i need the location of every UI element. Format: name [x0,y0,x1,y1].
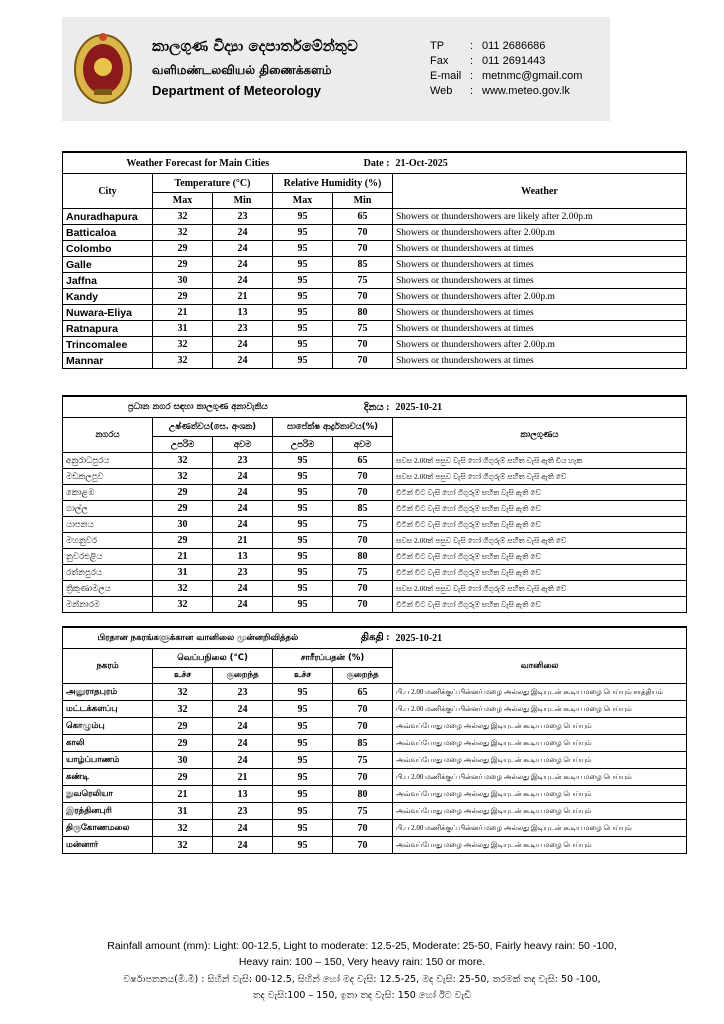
weather-description: Showers or thundershowers at times [393,305,687,321]
rainfall-legend-line: Rainfall amount (mm): Light: 00-12.5, Light to moderate: 12.5-25, Moderate: 25-50, Fairly heavy rain: 50 -100, [107,940,617,952]
temp-min: 24 [213,837,273,854]
table-row [63,353,687,369]
city-name: கொழும்பு [63,718,153,735]
table-row [63,321,687,337]
city-name: අනුරාධපුරය [63,453,153,469]
table-row [63,803,687,820]
humidity-min: 80 [333,549,393,565]
rainfall-legend-line: වර්ෂාපතනය(මි.මී) : සිහින් වැසි: 00-12.5, සිහින් හෝ මද වැසි: 12.5-25, මද වැසි: 25-50, තරමක් තද වැසි: 50 -100, [123,974,601,985]
city-name: Anuradhapura [63,209,153,225]
humidity-min: 75 [333,803,393,820]
temp-max: 21 [153,786,213,803]
forecast-table-tamil [62,626,687,854]
temp-min: 24 [213,353,273,369]
weather-description: Showers or thundershowers at times [393,257,687,273]
contact-label: E-mail [430,70,462,82]
humidity-min: 70 [333,820,393,837]
table-row [63,241,687,257]
website-value[interactable]: www.meteo.gov.lk [482,85,570,97]
contact-label: Web [430,85,453,97]
table-row [63,225,687,241]
temp-max: 30 [153,273,213,289]
humidity-max: 95 [273,752,333,769]
city-column-header: நகரம் [63,649,153,684]
humidity-column-header: Relative Humidity (%) [273,174,393,193]
weather-description: Showers or thundershowers after 2.00p.m [393,337,687,353]
weather-description: සවස 2.00න් පසුව වැසි හෝ ගිගුරුම් සහිත වැසි ඇති වේ [393,533,687,549]
humidity-min: 65 [333,209,393,225]
temp-min: 23 [213,321,273,337]
humidity-max: 95 [273,597,333,613]
city-name: Colombo [63,241,153,257]
temp-max-header: Max [153,193,213,209]
temp-min-header: குறைந்த [213,668,273,684]
letterhead [62,17,610,121]
temp-min: 24 [213,241,273,257]
temp-max: 32 [153,209,213,225]
table-row [63,769,687,786]
temp-min: 24 [213,469,273,485]
humidity-max: 95 [273,257,333,273]
temp-max: 32 [153,597,213,613]
temp-min: 13 [213,549,273,565]
city-name: කොළඹ [63,485,153,501]
temp-max: 32 [153,581,213,597]
humidity-max: 95 [273,485,333,501]
forecast-table-english [62,151,687,369]
table-row [63,469,687,485]
humidity-max: 95 [273,273,333,289]
temp-max: 32 [153,837,213,854]
temp-max: 30 [153,752,213,769]
humidity-min: 75 [333,752,393,769]
city-name: யாழ்ப்பாணம் [63,752,153,769]
table-title: ප්‍රධාන නගර සඳහා කාලගුණ අනාවැකිය [63,396,333,418]
table-title: பிரதான நகரங்களுக்கான வானிலை முன்னறிவித்தல் [63,627,333,649]
forecast-table-sinhala [62,395,687,613]
humidity-min: 85 [333,501,393,517]
weather-description: සවස 2.00න් පසුව වැසි හෝ ගිගුරුම් සහිත වැසි ඇති වේ [393,469,687,485]
temp-max: 29 [153,501,213,517]
humidity-min: 75 [333,565,393,581]
fax-value: 011 2691443 [482,55,546,67]
date-label: திகதி : [333,627,393,649]
humidity-max: 95 [273,701,333,718]
sri-lanka-emblem-icon [72,29,134,107]
weather-description: Showers or thundershowers after 2.00p.m [393,289,687,305]
temp-max: 21 [153,549,213,565]
weather-description: அவ்வப்போது மழை அல்லது இடியுடன் கூடிய மழை பெய்யும் [393,718,687,735]
forecast-date: 21-Oct-2025 [393,152,687,174]
weather-description: Showers or thundershowers at times [393,353,687,369]
date-label: දිනය : [333,396,393,418]
city-name: திருகோணமலை [63,820,153,837]
weather-description: அவ்வப்போது மழை அல்லது இடியுடன் கூடிய மழை பெய்யும் [393,803,687,820]
forecast-date: 2025-10-21 [393,396,687,418]
table-row [63,257,687,273]
weather-column-header: Weather [393,174,687,209]
temp-min: 23 [213,803,273,820]
humidity-min: 85 [333,735,393,752]
city-name: Ratnapura [63,321,153,337]
temp-max: 32 [153,701,213,718]
temp-min: 24 [213,337,273,353]
humidity-max: 95 [273,549,333,565]
weather-description: அவ்வப்போது மழை அல்லது இடியுடன் கூடிய மழை பெய்யும் [393,837,687,854]
table-row [63,837,687,854]
city-name: Galle [63,257,153,273]
temp-max: 32 [153,453,213,469]
city-name: அனுராதபுரம் [63,684,153,701]
temp-max: 29 [153,257,213,273]
temp-min: 23 [213,209,273,225]
contact-block: TP : 011 2686686 Fax : 011 2691443 E-mail : metnmc@gmail.com Web : www.meteo.gov.lk [430,40,583,97]
temp-min: 24 [213,517,273,533]
weather-description: විටින් විට වැසි හෝ ගිගුරුම් සහිත වැසි ඇති වේ [393,597,687,613]
humidity-min: 70 [333,718,393,735]
city-name: மன்னார் [63,837,153,854]
city-name: Jaffna [63,273,153,289]
city-name: මන්නාරම [63,597,153,613]
rh-min-header: குறைந்த [333,668,393,684]
humidity-max: 95 [273,735,333,752]
city-name: Mannar [63,353,153,369]
table-row [63,485,687,501]
table-title-row [63,396,687,418]
table-row [63,501,687,517]
temp-min: 13 [213,305,273,321]
rainfall-legend-line: තද වැසි:100 – 150, ඉතා තද වැසි: 150 හෝ ඊට වැඩි [252,990,472,1001]
temp-max: 32 [153,684,213,701]
city-name: நுவரெலியா [63,786,153,803]
table-row [63,752,687,769]
weather-description: Showers or thundershowers after 2.00p.m [393,225,687,241]
humidity-min: 70 [333,337,393,353]
table-row [63,786,687,803]
weather-description: அவ்வப்போது மழை அல்லது இடியுடன் கூடிய மழை பெய்யும் [393,735,687,752]
humidity-max: 95 [273,469,333,485]
temp-min: 13 [213,786,273,803]
table-row [63,533,687,549]
humidity-min: 70 [333,485,393,501]
temp-max: 29 [153,485,213,501]
table-row [63,305,687,321]
humidity-min: 70 [333,597,393,613]
city-name: නුවරඑළිය [63,549,153,565]
humidity-min: 70 [333,837,393,854]
city-name: මහනුවර [63,533,153,549]
forecast-date: 2025-10-21 [393,627,687,649]
contact-label: Fax [430,55,449,67]
table-title-row [63,627,687,649]
city-name: ත්‍රිකුණාමලය [63,581,153,597]
table-row [63,337,687,353]
humidity-max: 95 [273,241,333,257]
temperature-column-header: උෂ්ණත්වය(සෙ. අංශක) [153,418,273,437]
temp-max: 31 [153,803,213,820]
temp-min: 23 [213,565,273,581]
table-row [63,684,687,701]
humidity-max: 95 [273,820,333,837]
weather-description: විටින් විට වැසි හෝ ගිගුරුම් සහිත වැසි ඇති වේ [393,549,687,565]
humidity-max: 95 [273,533,333,549]
temp-min: 21 [213,289,273,305]
temp-max-header: உச்ச [153,668,213,684]
temp-max: 31 [153,321,213,337]
temp-min: 24 [213,752,273,769]
rainfall-legend-english [62,938,662,970]
temp-min: 24 [213,273,273,289]
humidity-max: 95 [273,565,333,581]
humidity-max: 95 [273,225,333,241]
temp-max: 29 [153,241,213,257]
humidity-min: 75 [333,273,393,289]
humidity-column-header: සාපේක්ෂ ආර්ද්‍රතාවය(%) [273,418,393,437]
weather-description: பி.ப 2.00 மணிக்குப் பின்னர் மழை அல்லது இடியுடன் கூடிய மழை பெய்யும் சாத்தியம் [393,684,687,701]
weather-description: அவ்வப்போது மழை அல்லது இடியுடன் கூடிய மழை பெய்யும் [393,752,687,769]
humidity-max: 95 [273,305,333,321]
table-row [63,273,687,289]
temp-min: 21 [213,769,273,786]
dept-name-tamil: வளிமண்டலவியல் திணைக்களம் [152,63,332,77]
temp-max: 32 [153,337,213,353]
temperature-column-header: வெப்பநிலை (°C) [153,649,273,668]
humidity-min: 65 [333,453,393,469]
rh-min-header: අවම [333,437,393,453]
weather-description: Showers or thundershowers at times [393,273,687,289]
city-name: Nuwara-Eliya [63,305,153,321]
rh-max-header: உச்ச [273,668,333,684]
humidity-max: 95 [273,353,333,369]
humidity-min: 65 [333,684,393,701]
weather-description: සවස 2.00න් පසුව වැසි හෝ ගිගුරුම් සහිත වැසි ඇති වීය හැක [393,453,687,469]
temp-max-header: උපරිම [153,437,213,453]
humidity-min: 70 [333,353,393,369]
humidity-min: 75 [333,321,393,337]
weather-description: විටින් විට වැසි හෝ ගිගුරුම් සහිත වැසි ඇති වේ [393,485,687,501]
weather-column-header: வானிலை [393,649,687,684]
city-name: මඩකලපුව [63,469,153,485]
humidity-min: 70 [333,533,393,549]
weather-description: Showers or thundershowers are likely after 2.00p.m [393,209,687,225]
humidity-max: 95 [273,337,333,353]
table-row [63,735,687,752]
table-row [63,718,687,735]
temp-min: 24 [213,581,273,597]
temp-max: 32 [153,353,213,369]
table-row [63,581,687,597]
table-row [63,565,687,581]
humidity-min: 85 [333,257,393,273]
humidity-min: 70 [333,241,393,257]
date-label: Date : [333,152,393,174]
humidity-max: 95 [273,769,333,786]
temp-max: 32 [153,225,213,241]
rh-min-header: Min [333,193,393,209]
dept-name-english: Department of Meteorology [152,83,322,98]
header-row [63,174,687,193]
humidity-max: 95 [273,321,333,337]
humidity-max: 95 [273,684,333,701]
city-name: රත්නපුරය [63,565,153,581]
humidity-min: 70 [333,701,393,718]
city-name: ගාල්ල [63,501,153,517]
contact-label: TP [430,40,445,52]
weather-description: Showers or thundershowers at times [393,241,687,257]
humidity-min: 75 [333,517,393,533]
city-name: Kandy [63,289,153,305]
temp-min: 24 [213,718,273,735]
table-row [63,597,687,613]
humidity-max: 95 [273,501,333,517]
humidity-min: 70 [333,225,393,241]
temp-max: 29 [153,769,213,786]
humidity-max: 95 [273,453,333,469]
table-title: Weather Forecast for Main Cities [63,152,333,174]
temp-max: 32 [153,469,213,485]
humidity-max: 95 [273,209,333,225]
temp-min: 24 [213,501,273,517]
humidity-max: 95 [273,837,333,854]
table-row [63,549,687,565]
humidity-min: 70 [333,289,393,305]
temp-max: 29 [153,533,213,549]
temp-max: 30 [153,517,213,533]
humidity-min: 70 [333,581,393,597]
temp-min: 23 [213,684,273,701]
city-name: යාපනය [63,517,153,533]
table-row [63,820,687,837]
rh-max-header: උපරිම [273,437,333,453]
rh-max-header: Max [273,193,333,209]
temperature-column-header: Temperature (°C) [153,174,273,193]
rainfall-legend-sinhala [62,972,662,1004]
temp-max: 32 [153,820,213,837]
humidity-min: 70 [333,769,393,786]
temp-min: 24 [213,485,273,501]
weather-description: அவ்வப்போது மழை அல்லது இடியுடன் கூடிய மழை பெய்யும் [393,786,687,803]
temp-min-header: අවම [213,437,273,453]
temp-max: 29 [153,289,213,305]
table-row [63,453,687,469]
weather-description: සවස 2.00න් පසුව වැසි හෝ ගිගුරුම් සහිත වැසි ඇති වේ [393,581,687,597]
humidity-max: 95 [273,718,333,735]
weather-description: பி.ப 2.00 மணிக்குப் பின்னர் மழை அல்லது இடியுடன் கூடிய மழை பெய்யும் [393,820,687,837]
dept-name-sinhala: කාලගුණ විද්‍යා දෙපාර්තමේන්තුව [152,37,358,55]
humidity-max: 95 [273,803,333,820]
temp-max: 21 [153,305,213,321]
header-row [63,649,687,668]
temp-min: 24 [213,820,273,837]
temp-min-header: Min [213,193,273,209]
humidity-min: 80 [333,786,393,803]
temp-min: 24 [213,225,273,241]
weather-description: විටින් විට වැසි හෝ ගිගුරුම් සහිත වැසි ඇති වේ [393,501,687,517]
humidity-max: 95 [273,517,333,533]
humidity-min: 80 [333,305,393,321]
city-name: Trincomalee [63,337,153,353]
table-title-row [63,152,687,174]
weather-description: විටින් විට වැසි හෝ ගිගුරුම් සහිත වැසි ඇති වේ [393,565,687,581]
weather-description: பி.ப 2.00 மணிக்குப் பின்னர் மழை அல்லது இடியுடன் கூடிய மழை பெய்யும் [393,701,687,718]
header-row [63,418,687,437]
temp-min: 24 [213,735,273,752]
email-value[interactable]: metnmc@gmail.com [482,70,583,82]
city-column-header: නගරය [63,418,153,453]
city-column-header: City [63,174,153,209]
weather-column-header: කාලගුණය [393,418,687,453]
humidity-max: 95 [273,289,333,305]
city-name: கண்டி [63,769,153,786]
weather-description: பி.ப 2.00 மணிக்குப் பின்னர் மழை அல்லது இடியுடன் கூடிய மழை பெய்யும் [393,769,687,786]
temp-min: 24 [213,701,273,718]
temp-min: 23 [213,453,273,469]
city-name: மட்டக்களப்பு [63,701,153,718]
phone-value: 011 2686686 [482,40,546,52]
temp-min: 24 [213,257,273,273]
city-name: Batticaloa [63,225,153,241]
city-name: காலி [63,735,153,752]
temp-max: 31 [153,565,213,581]
humidity-column-header: சாரீரப்பதன் (%) [273,649,393,668]
humidity-max: 95 [273,786,333,803]
table-row [63,701,687,718]
temp-min: 24 [213,597,273,613]
table-row [63,209,687,225]
humidity-min: 70 [333,469,393,485]
weather-description: Showers or thundershowers at times [393,321,687,337]
temp-max: 29 [153,735,213,752]
rainfall-legend-line: Heavy rain: 100 – 150, Very heavy rain: 150 or more. [238,956,486,968]
humidity-max: 95 [273,581,333,597]
table-row [63,517,687,533]
temp-min: 21 [213,533,273,549]
weather-description: විටින් විට වැසි හෝ ගිගුරුම් සහිත වැසි ඇති වේ [393,517,687,533]
city-name: இரத்தினபுரி [63,803,153,820]
table-row [63,289,687,305]
temp-max: 29 [153,718,213,735]
